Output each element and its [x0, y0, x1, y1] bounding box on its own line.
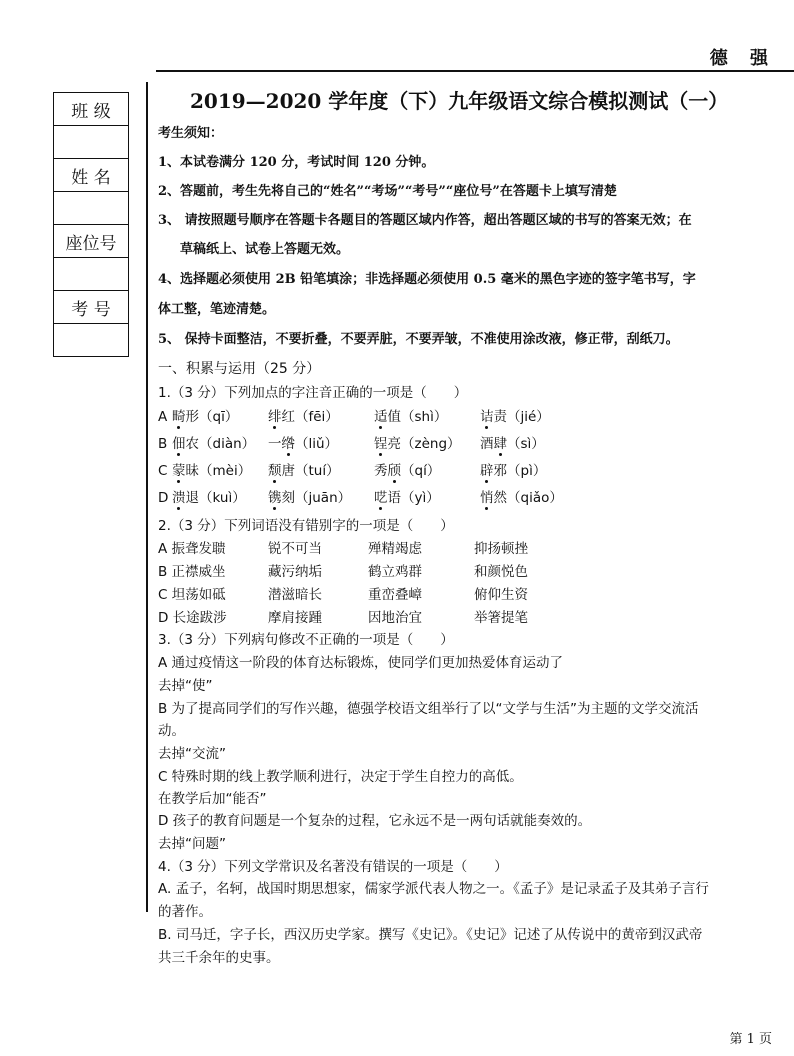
notice-rule-3-cont: 草稿纸上、试卷上答题无效。	[180, 242, 350, 257]
q3-option-c[interactable]: C 特殊时期的线上教学顺利进行，决定于学生自控力的高低。	[158, 769, 523, 785]
dotted-char: 绯	[268, 405, 282, 425]
dotted-char: 绺	[282, 432, 296, 452]
notice-rule-1: 1、本试卷满分 120 分，考试时间 120 分钟。	[158, 155, 435, 170]
dotted-char: 诘	[480, 405, 494, 425]
dotted-char: 镌	[268, 486, 282, 506]
q4-option-a[interactable]: A. 孟子，名轲，战国时期思想家，儒家学派代表人物之一。《孟子》是记录孟子及其弟子言行	[158, 881, 709, 897]
class-label: 班 级	[54, 93, 129, 126]
student-info-box	[53, 92, 129, 357]
q1-option-a[interactable]: A 畸形（qī） 绯红（fēi） 适值（shì） 诘责（jié）	[158, 405, 550, 425]
q3-option-c-fix: 在教学后加“能否”	[158, 791, 267, 807]
q2-option-c[interactable]: C 坦荡如砥 潜滋暗长 重峦叠嶂 俯仰生资	[158, 587, 528, 603]
dotted-char: 蒙	[172, 459, 186, 479]
name-field[interactable]	[54, 192, 129, 225]
q3-option-b-fix: 去掉“交流”	[158, 746, 226, 762]
seat-field[interactable]	[54, 258, 129, 291]
option-letter: C	[158, 463, 168, 479]
seat-label: 座位号	[54, 225, 129, 258]
q3-option-b[interactable]: B 为了提高同学们的写作兴趣，德强学校语文组举行了以“文学与生活”为主题的文学交流活	[158, 701, 699, 717]
q3-option-b-cont: 动。	[158, 723, 185, 739]
dotted-char: 肆	[494, 432, 508, 452]
q2-option-a[interactable]: A 振聋发聩 锐不可当 殚精竭虑 抑扬顿挫	[158, 541, 528, 557]
header-school-name: 德 强	[709, 48, 776, 69]
dotted-char: 适	[374, 405, 388, 425]
q2-stem: 2.（3 分）下列词语没有错别字的一项是（ ）	[158, 518, 454, 534]
notice-rule-4: 4、选择题必须使用 2B 铅笔填涂；非选择题必须使用 0.5 毫米的黑色字迹的签字笔书写，字	[158, 272, 696, 287]
q3-option-a[interactable]: A 通过疫情这一阶段的体育达标锻炼，使同学们更加热爱体育运动了	[158, 655, 564, 671]
option-letter: A	[158, 409, 168, 425]
q1-option-c[interactable]: C 蒙昧（mèi） 颓唐（tuí） 秀颀（qí） 辟邪（pì）	[158, 459, 546, 479]
q4-option-b-cont: 共三千余年的史事。	[158, 950, 280, 966]
q4-option-b[interactable]: B. 司马迁，字子长，西汉历史学家。撰写《史记》。《史记》记述了从传说中的黄帝到汉武帝	[158, 927, 703, 943]
dotted-char: 颀	[388, 459, 402, 479]
section-1-heading: 一、积累与运用（25 分）	[158, 361, 321, 377]
dotted-char: 颓	[268, 459, 282, 479]
notice-rule-4-cont: 体工整，笔迹清楚。	[158, 302, 276, 317]
q4-stem: 4.（3 分）下列文学常识及名著没有错误的一项是（ ）	[158, 859, 508, 875]
option-letter: B	[158, 436, 168, 452]
option-letter: D	[158, 490, 169, 506]
binding-line	[146, 82, 148, 912]
notice-rule-5: 5、 保持卡面整洁，不要折叠，不要弄脏，不要弄皱，不准使用涂改液，修正带，刮纸刀。	[158, 332, 679, 347]
dotted-char: 畸	[172, 405, 186, 425]
page-number: 第 1 页	[729, 1032, 772, 1047]
dotted-char: 辟	[480, 459, 494, 479]
q3-stem: 3.（3 分）下列病句修改不正确的一项是（ ）	[158, 632, 454, 648]
dotted-char: 锃	[374, 432, 388, 452]
notice-heading: 考生须知：	[158, 126, 224, 141]
q3-option-a-fix: 去掉“使”	[158, 678, 213, 694]
q3-option-d-fix: 去掉“问题”	[158, 836, 226, 852]
dotted-char: 溃	[172, 486, 186, 506]
q2-option-d[interactable]: D 长途跋涉 摩肩接踵 因地治宜 举箸提笔	[158, 610, 528, 626]
exam-title: 2019—2020 学年度（下）九年级语文综合模拟测试（一）	[190, 89, 729, 113]
notice-rule-3: 3、 请按照题号顺序在答题卡各题目的答题区域内作答，超出答题区域的书写的答案无效；在	[158, 213, 692, 228]
dotted-char: 呓	[374, 486, 388, 506]
exam-number-field[interactable]	[54, 324, 129, 357]
q4-option-a-cont: 的著作。	[158, 904, 212, 920]
dotted-char: 悄	[480, 486, 494, 506]
header-rule	[156, 70, 794, 72]
q1-stem: 1.（3 分）下列加点的字注音正确的一项是（ ）	[158, 385, 468, 401]
exam-number-label: 考 号	[54, 291, 129, 324]
q1-option-b[interactable]: B 佃农（diàn） 一绺（liǔ） 锃亮（zèng） 酒肆（sì）	[158, 432, 545, 452]
q2-option-b[interactable]: B 正襟威坐 藏污纳垢 鹤立鸡群 和颜悦色	[158, 564, 528, 580]
notice-rule-2: 2、答题前，考生先将自己的“姓名”“考场”“考号”“座位号”在答题卡上填写清楚	[158, 184, 617, 199]
class-field[interactable]	[54, 126, 129, 159]
q1-option-d[interactable]: D 溃退（kuì） 镌刻（juān） 呓语（yì） 悄然（qiǎo）	[158, 486, 563, 506]
dotted-char: 佃	[172, 432, 186, 452]
name-label: 姓 名	[54, 159, 129, 192]
q3-option-d[interactable]: D 孩子的教育问题是一个复杂的过程，它永远不是一两句话就能奏效的。	[158, 813, 592, 829]
